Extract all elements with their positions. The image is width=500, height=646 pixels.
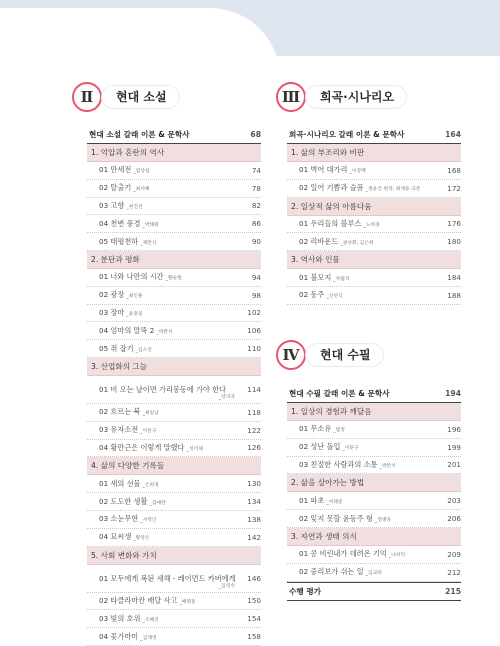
- page-number: 158: [247, 632, 261, 642]
- part-4-toc: [287, 385, 461, 601]
- entry-author: _김애란: [149, 500, 166, 506]
- entry-title-text: 02 탈출기: [99, 183, 132, 193]
- entry-title-text: 02 흐르는 북: [99, 407, 141, 417]
- page-number: 106: [247, 326, 261, 336]
- section-heading-label: 3. 자연과 생태 의식: [291, 531, 357, 541]
- entry-author: _법정: [333, 428, 345, 434]
- section-heading[interactable]: [87, 457, 261, 475]
- entry-title: [87, 290, 239, 300]
- toc-entry[interactable]: [287, 216, 461, 234]
- part2-overview-row[interactable]: [87, 126, 261, 144]
- entry-title-text: 01 만세전: [99, 165, 132, 175]
- entry-author: _정윤진 원작, 최재동 극본: [365, 187, 421, 193]
- entry-title-text: 04 묘씨생: [99, 532, 132, 542]
- entry-author: _서정인: [140, 518, 157, 524]
- page-number: 110: [247, 344, 261, 354]
- entry-author: _최일남: [142, 411, 159, 417]
- entry-title-text: 01 불모지: [299, 272, 332, 282]
- toc-entry[interactable]: [87, 404, 261, 422]
- entry-author: _배명훈: [179, 599, 196, 605]
- section-heading-label: 2. 분단과 평화: [91, 254, 140, 264]
- toc-entry[interactable]: [287, 287, 461, 305]
- part-3-toc: [287, 126, 461, 305]
- entry-title-text: 03 장마: [99, 307, 125, 317]
- toc-entry[interactable]: [87, 198, 261, 216]
- page-number: 203: [447, 496, 461, 506]
- page-number: 201: [447, 460, 461, 470]
- toc-entry[interactable]: [287, 492, 461, 510]
- page-number: 78: [251, 183, 261, 193]
- entry-author: _권성휘, 김은희: [340, 240, 374, 246]
- page-number: 98: [251, 290, 261, 300]
- entry-author: _은희경: [142, 482, 159, 488]
- section-heading-label: 4. 삶의 다양한 기록들: [91, 461, 165, 471]
- page-number: 134: [247, 497, 261, 507]
- entry-title-text: 02 광장: [99, 290, 125, 300]
- entry-title-text: 02 잊지 못할 윤동주 형: [299, 513, 373, 523]
- section-heading[interactable]: [287, 144, 461, 162]
- entry-title-text: 01 너와 나만의 시간: [99, 272, 164, 282]
- toc-entry[interactable]: [87, 376, 261, 404]
- entry-title: [87, 385, 239, 394]
- entry-author: _김교희: [365, 571, 382, 577]
- overview-label: 현대 수필 갈래 이론 & 문학사: [289, 389, 390, 398]
- entry-title: [287, 237, 439, 247]
- page-number: 154: [247, 614, 261, 624]
- toc-entry[interactable]: [87, 305, 261, 323]
- section-heading[interactable]: [287, 474, 461, 492]
- entry-author: _김연수: [218, 583, 235, 589]
- page-number: 114: [247, 384, 261, 394]
- page-number: 215: [445, 586, 461, 596]
- section-heading-label: 5. 사회 변화와 가치: [91, 550, 157, 560]
- entry-title-text: 01 비 오는 날이면 가리봉동에 가야 한다: [99, 384, 227, 394]
- toc-entry[interactable]: [287, 457, 461, 475]
- entry-title: [87, 165, 239, 175]
- entry-title-text: 01 무소유: [299, 424, 332, 434]
- page-number: 94: [251, 272, 261, 282]
- entry-title: [87, 596, 239, 606]
- entry-title: [87, 443, 239, 453]
- entry-title-text: 04 천변 풍경: [99, 218, 141, 228]
- entry-author: _조해진: [142, 617, 159, 623]
- entry-title-text: 03 유자소전: [99, 425, 139, 435]
- page-number: 172: [447, 183, 461, 193]
- part-2-header: [72, 82, 252, 112]
- entry-author: _나희덕: [388, 553, 406, 559]
- toc-entry[interactable]: [287, 546, 461, 564]
- page-number: 68: [250, 130, 261, 139]
- toc-entry[interactable]: [87, 180, 261, 198]
- entry-title: [287, 442, 439, 452]
- page-number: 142: [247, 532, 261, 542]
- toc-entry[interactable]: [287, 564, 461, 582]
- entry-author: _이태준: [326, 499, 343, 505]
- part-2-toc: [87, 126, 261, 646]
- entry-title-text: 03 친절한 사람과의 소통: [299, 459, 378, 469]
- section-heading-label: 2. 일상적 삶의 아름다움: [291, 201, 372, 211]
- page-number: 184: [447, 273, 461, 283]
- entry-title: [287, 165, 439, 175]
- toc-entry[interactable]: [87, 440, 261, 458]
- entry-author: _양귀자: [218, 394, 235, 400]
- entry-title-text: 03 고향: [99, 200, 125, 210]
- toc-entry[interactable]: [87, 233, 261, 251]
- entry-title: [87, 272, 239, 282]
- section-heading[interactable]: [87, 547, 261, 565]
- page-number: 138: [247, 514, 261, 524]
- page-number: 194: [445, 389, 461, 398]
- entry-author: _김재영: [140, 635, 157, 641]
- entry-author: _박태원: [142, 222, 159, 228]
- section-heading[interactable]: [87, 251, 261, 269]
- entry-title-text: 03 빛의 호위: [99, 613, 141, 623]
- page-number: 164: [445, 130, 461, 139]
- part-3-header: [276, 82, 456, 112]
- part-2-title: 현대 소설: [102, 86, 179, 108]
- entry-author: _최인훈: [126, 294, 143, 300]
- entry-title-text: 05 쥐 잡기: [99, 343, 134, 353]
- entry-title-text: 04 황만근은 이렇게 말했다: [99, 442, 185, 452]
- page-number: 86: [251, 219, 261, 229]
- entry-author: _이문구: [140, 429, 157, 435]
- page-number: 130: [247, 479, 261, 489]
- entry-title: [287, 183, 439, 193]
- entry-title: [287, 273, 439, 283]
- toc-entry[interactable]: [87, 593, 261, 611]
- toc-entry[interactable]: [87, 422, 261, 440]
- entry-title: [87, 532, 239, 542]
- page-number: 206: [447, 514, 461, 524]
- section-heading[interactable]: [87, 358, 261, 376]
- section-heading-label: 1. 일상의 경험과 깨달음: [291, 407, 372, 416]
- entry-author: _성석제: [186, 446, 203, 452]
- entry-title: [87, 201, 239, 211]
- entry-title-text: 04 꽃가마미: [99, 631, 139, 641]
- entry-title: [87, 183, 239, 193]
- entry-author: _신연식: [326, 294, 343, 300]
- entry-title: [287, 460, 439, 470]
- page-number: 118: [247, 407, 261, 417]
- entry-author: _현진건: [126, 204, 143, 210]
- final-label: 수행 평가: [289, 586, 321, 596]
- page-number: 102: [247, 308, 261, 318]
- entry-title-text: 01 새의 선물: [99, 478, 141, 488]
- toc-entry[interactable]: [87, 340, 261, 358]
- toc-entry[interactable]: [287, 510, 461, 528]
- entry-title: [87, 219, 239, 229]
- entry-author: _이문구: [342, 446, 359, 452]
- toc-entry[interactable]: [87, 565, 261, 593]
- part-4-header: [276, 340, 456, 370]
- entry-title: [87, 497, 239, 507]
- part-4-title: 현대 수필: [306, 344, 383, 366]
- part4-overview-row[interactable]: [287, 385, 461, 403]
- entry-title: [287, 219, 439, 229]
- page-number: 212: [447, 567, 461, 577]
- toc-entry[interactable]: [87, 322, 261, 340]
- section-heading[interactable]: [287, 403, 461, 421]
- toc-entry[interactable]: [287, 421, 461, 439]
- toc-entry[interactable]: [287, 162, 461, 180]
- entry-title: [87, 308, 239, 318]
- entry-author: _윤흥길: [126, 311, 143, 317]
- page-number: 126: [247, 443, 261, 453]
- entry-author: _정병욱: [374, 517, 392, 523]
- part-2-numeral-badge: Ⅱ: [72, 82, 102, 112]
- toc-entry[interactable]: [87, 215, 261, 233]
- entry-title: [87, 514, 239, 524]
- entry-title-text: 01 벽어 대가리: [299, 165, 348, 175]
- entry-title: [87, 574, 239, 583]
- entry-title-text: 01 우리들의 블루스: [299, 218, 362, 228]
- toc-entry[interactable]: [287, 180, 461, 198]
- entry-title: [87, 479, 239, 489]
- part-3-numeral-badge: Ⅲ: [276, 82, 306, 112]
- entry-title-text: 02 일어 기쁨과 슬픔: [299, 183, 364, 193]
- section-heading-label: 3. 산업화의 그늘: [91, 361, 148, 371]
- entry-author: _노희경: [363, 222, 380, 228]
- page-number: 180: [447, 237, 461, 247]
- entry-author: _박완서: [379, 463, 396, 469]
- page-number: 196: [447, 424, 461, 434]
- page-number: 74: [251, 165, 261, 175]
- entry-author: _황정은: [133, 536, 150, 542]
- entry-title-text: 01 모두에게 복된 새해 - 레이먼드 카버에게: [99, 573, 236, 583]
- toc-entry[interactable]: [287, 439, 461, 457]
- overview-label: 현대 소설 갈래 이론 & 문학사: [89, 130, 190, 139]
- toc-entry[interactable]: [287, 233, 461, 251]
- entry-author: _차범석: [333, 276, 350, 282]
- entry-author: _황순원: [165, 276, 182, 282]
- entry-title-text: 02 타클라마칸 배달 사고: [99, 595, 178, 605]
- section-heading-label: 1. 삶의 부조리와 비판: [291, 148, 365, 157]
- entry-title-text: 02 동주: [299, 290, 325, 300]
- page-number: 90: [251, 237, 261, 247]
- toc-entry[interactable]: [87, 610, 261, 628]
- part-3-title: 희곡·시나리오: [306, 86, 406, 108]
- page-number: 82: [251, 201, 261, 211]
- toc-entry[interactable]: [287, 269, 461, 287]
- page-number: 176: [447, 219, 461, 229]
- page-number: 122: [247, 425, 261, 435]
- entry-title: [287, 549, 439, 559]
- part3-overview-row[interactable]: [287, 126, 461, 144]
- entry-title: [87, 237, 239, 247]
- toc-entry[interactable]: [87, 475, 261, 493]
- entry-title: [287, 567, 439, 577]
- section-heading[interactable]: [287, 198, 461, 216]
- entry-title-text: 02 중리보가 쉬는 일: [299, 567, 364, 577]
- page-number: 168: [447, 165, 461, 175]
- entry-title-text: 01 콩 비린내가 데려온 기억: [299, 549, 387, 559]
- toc-entry[interactable]: [87, 529, 261, 547]
- entry-title-text: 02 리바운드: [299, 236, 339, 246]
- section-heading-label: 3. 역사와 인물: [291, 255, 340, 265]
- entry-title: [87, 425, 239, 435]
- entry-author: _김소진: [135, 347, 152, 353]
- entry-title: [287, 514, 439, 524]
- entry-title: [287, 496, 439, 506]
- page-number: 209: [447, 549, 461, 559]
- entry-title-text: 01 파초: [299, 495, 325, 505]
- page-number: 146: [247, 573, 261, 583]
- entry-title-text: 02 도도한 생활: [99, 496, 148, 506]
- part-4-numeral-badge: Ⅳ: [276, 340, 306, 370]
- section-heading[interactable]: [87, 144, 261, 162]
- entry-title: [87, 326, 239, 336]
- entry-title: [87, 632, 239, 642]
- part4-final-row[interactable]: [287, 582, 461, 601]
- entry-author: _박완서: [156, 329, 173, 335]
- section-heading-label: 2. 삶을 살아가는 방법: [291, 478, 365, 488]
- overview-label: 희곡·시나리오 갈래 이론 & 문학사: [289, 130, 405, 139]
- page-number: 150: [247, 596, 261, 606]
- page-number: 199: [447, 442, 461, 452]
- entry-title: [287, 290, 439, 300]
- entry-title-text: 04 엄마의 말뚝 2: [99, 325, 155, 335]
- page-number: 188: [447, 290, 461, 300]
- entry-author: _채만식: [140, 240, 157, 246]
- entry-author: _이강백: [349, 169, 366, 175]
- section-heading-label: 1. 억압과 혼란의 역사: [91, 148, 165, 157]
- entry-title: [87, 344, 239, 354]
- toc-entry[interactable]: [87, 511, 261, 529]
- entry-title: [87, 614, 239, 624]
- toc-entry[interactable]: [87, 162, 261, 180]
- entry-title: [287, 424, 439, 434]
- section-heading[interactable]: [287, 528, 461, 546]
- entry-title-text: 05 태평천하: [99, 236, 139, 246]
- toc-entry[interactable]: [87, 269, 261, 287]
- section-heading[interactable]: [287, 251, 461, 269]
- toc-entry[interactable]: [87, 493, 261, 511]
- entry-author: _최서해: [133, 187, 150, 193]
- entry-title-text: 03 소눈무현: [99, 514, 139, 524]
- toc-entry[interactable]: [87, 287, 261, 305]
- entry-title: [87, 407, 239, 417]
- entry-author: _염상섭: [133, 169, 150, 175]
- entry-title-text: 02 성난 돌입: [299, 442, 341, 452]
